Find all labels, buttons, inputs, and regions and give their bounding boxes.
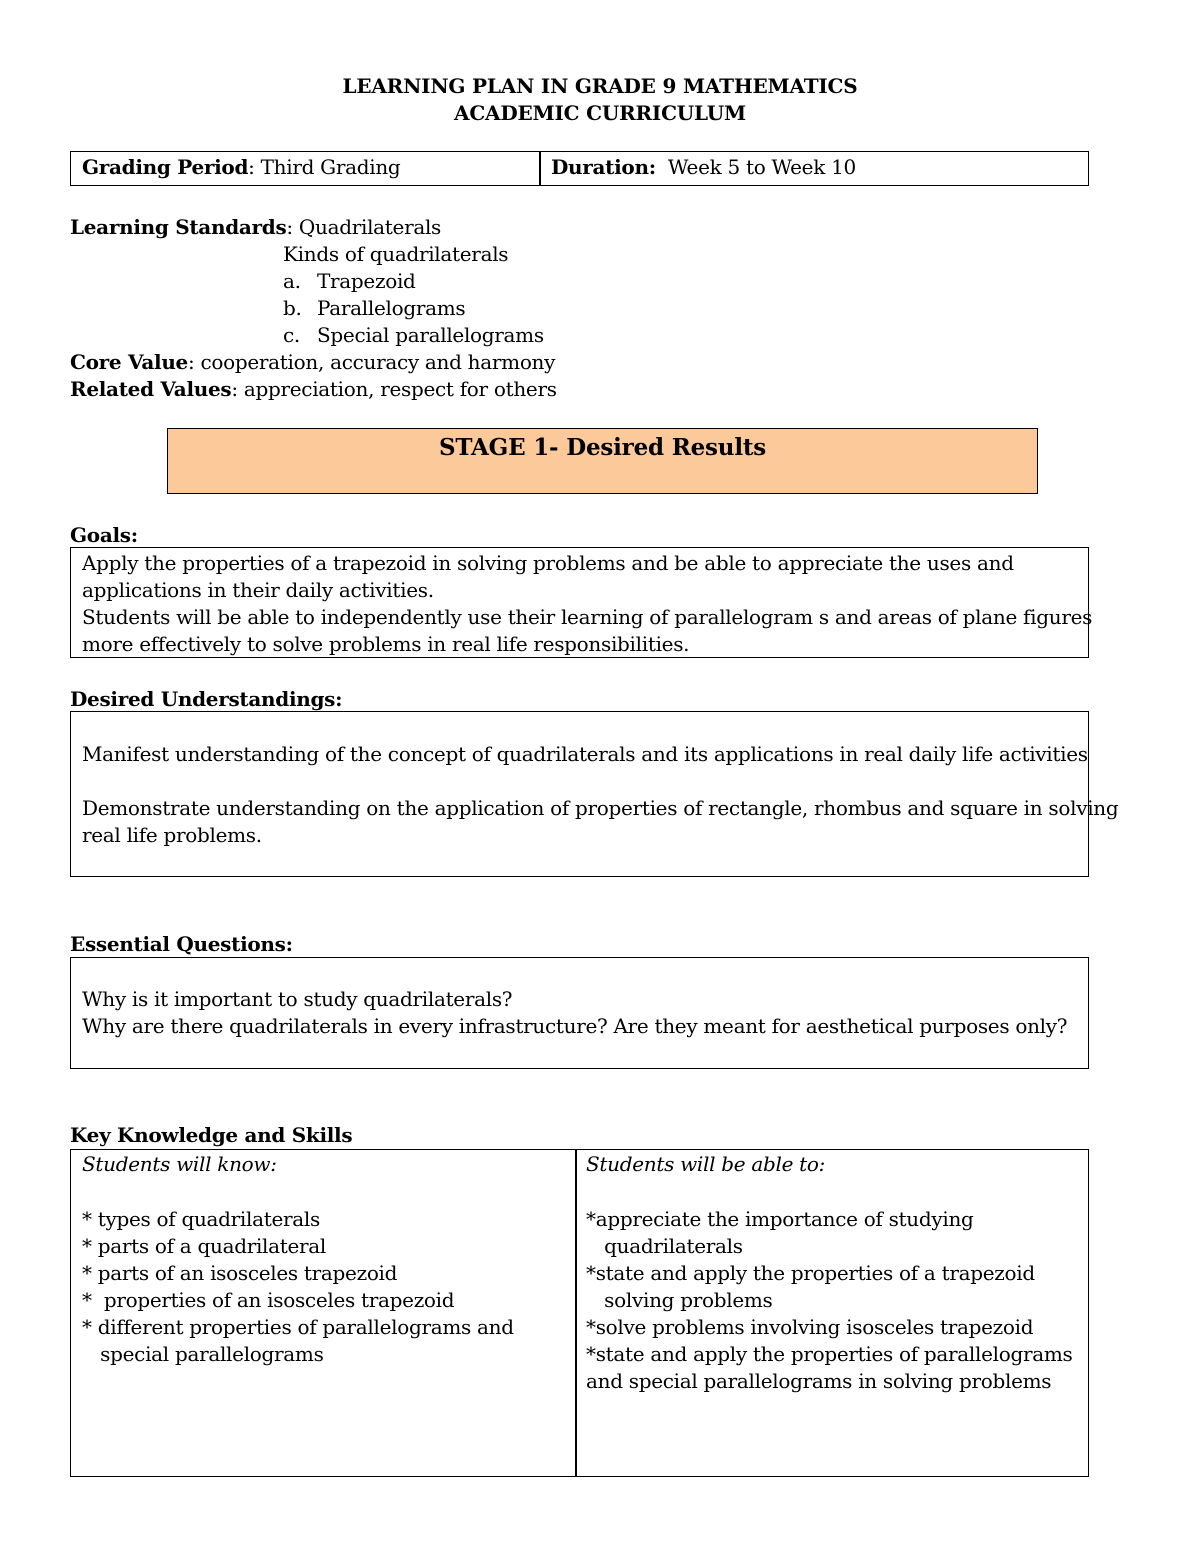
know-item: * types of quadrilaterals — [82, 1207, 320, 1231]
core-value-text: : cooperation, accuracy and harmony — [188, 350, 556, 374]
standards-item — [283, 322, 544, 349]
standards-subheading: Kinds of quadrilaterals — [283, 242, 509, 266]
grading-period — [82, 154, 400, 181]
period-table-divider — [539, 152, 541, 185]
know-item: * properties of an isosceles trapezoid — [82, 1288, 455, 1312]
skills-table-divider — [575, 1150, 577, 1476]
understandings-label: Desired Understandings: — [70, 687, 343, 711]
list-item-text: Parallelograms — [317, 296, 466, 320]
core-value — [70, 349, 555, 376]
able-heading: Students will be able to: — [586, 1152, 826, 1176]
able-item: quadrilaterals — [586, 1234, 743, 1258]
understandings-line: Demonstrate understanding on the application of properties of rectangle, rhombus and square in solving — [82, 796, 1119, 820]
goals-line: applications in their daily activities. — [82, 578, 434, 602]
able-item: solving problems — [586, 1288, 773, 1312]
goals-box — [70, 547, 1093, 658]
learning-standards-label: Learning Standards — [70, 215, 287, 239]
know-item: * parts of a quadrilateral — [82, 1234, 327, 1258]
standards-item — [283, 295, 466, 322]
list-item-text: Special parallelograms — [317, 323, 544, 347]
able-item: and special parallelograms in solving problems — [586, 1369, 1052, 1393]
list-item-text: Trapezoid — [317, 269, 416, 293]
duration-value: Week 5 to Week 10 — [667, 155, 856, 179]
questions-label: Essential Questions: — [70, 932, 293, 956]
understandings-paragraph: Manifest understanding of the concept of quadrilaterals and its applications in real daily life activities — [82, 742, 1088, 766]
standards-item — [283, 268, 416, 295]
learning-standards-value: : Quadrilaterals — [286, 215, 442, 239]
questions-box — [70, 957, 1089, 1069]
know-item: * parts of an isosceles trapezoid — [82, 1261, 398, 1285]
duration — [551, 154, 856, 181]
know-item: special parallelograms — [82, 1342, 324, 1366]
understandings-line: real life problems. — [82, 823, 262, 847]
able-item: *appreciate the importance of studying — [586, 1207, 974, 1231]
related-values-label: Related Values — [70, 377, 232, 401]
learning-standards — [70, 214, 441, 241]
list-marker: c. — [283, 323, 300, 347]
skills-table — [70, 1149, 1089, 1477]
document-title: LEARNING PLAN IN GRADE 9 MATHEMATICS — [342, 74, 858, 98]
goals-line: more effectively to solve problems in real life responsibilities. — [82, 632, 690, 656]
able-item: *solve problems involving isosceles trapezoid — [586, 1315, 1034, 1339]
goals-label: Goals: — [70, 523, 138, 547]
grading-period-value: : Third Grading — [248, 155, 401, 179]
duration-label: Duration: — [551, 155, 656, 179]
understandings-box — [70, 711, 1119, 877]
know-heading: Students will know: — [82, 1152, 277, 1176]
goals-line: Apply the properties of a trapezoid in solving problems and be able to appreciate the uses and — [82, 551, 1014, 575]
document-subtitle: ACADEMIC CURRICULUM — [454, 101, 746, 125]
able-item: *state and apply the properties of a trapezoid — [586, 1261, 1035, 1285]
list-marker: b. — [283, 296, 302, 320]
know-item: * different properties of parallelograms and — [82, 1315, 514, 1339]
question-line: Why are there quadrilaterals in every infrastructure? Are they meant for aesthetical purposes only? — [82, 1014, 1068, 1038]
question-line: Why is it important to study quadrilaterals? — [82, 987, 513, 1011]
goals-line: Students will be able to independently use their learning of parallelogram s and areas of plane figures — [82, 605, 1093, 629]
list-marker: a. — [283, 269, 301, 293]
core-value-label: Core Value — [70, 350, 188, 374]
stage-title: STAGE 1- Desired Results — [438, 434, 767, 461]
skills-label: Key Knowledge and Skills — [70, 1123, 353, 1147]
stage-banner — [167, 428, 1038, 494]
period-table — [70, 151, 1089, 186]
grading-period-label: Grading Period — [82, 155, 249, 179]
related-values-text: : appreciation, respect for others — [231, 377, 557, 401]
related-values — [70, 376, 557, 403]
able-item: *state and apply the properties of parallelograms — [586, 1342, 1073, 1366]
